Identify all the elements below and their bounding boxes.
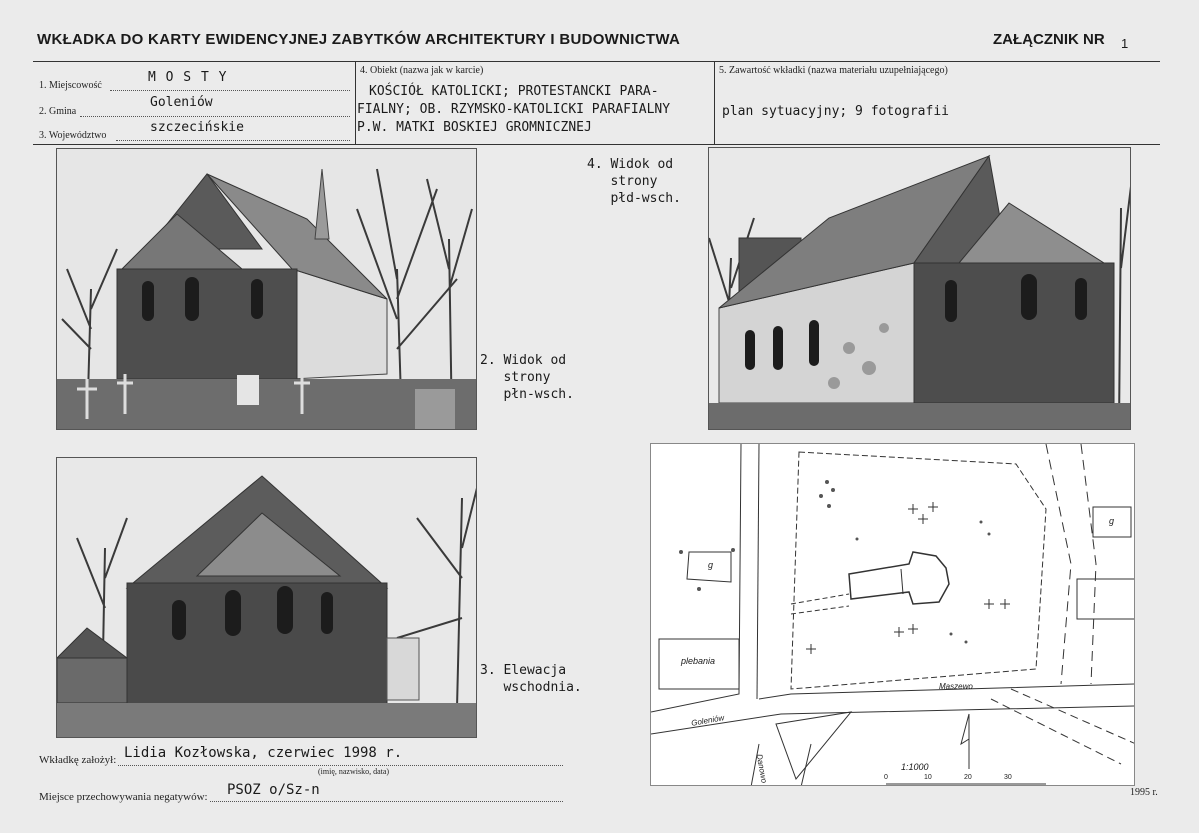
miejscowosc-value: M O S T Y [148,70,228,85]
map-label-g-left: g [708,560,714,570]
attachment-number: 1 [1121,36,1129,51]
form-divider-2 [714,61,715,144]
map-label-goleniow: Goleniów [690,713,725,728]
caption-photo-2: 2. Widok od strony płn-wsch. [480,353,574,402]
map-scale-label: 1:1000 [901,762,929,772]
card-title: WKŁADKA DO KARTY EWIDENCYJNEJ ZABYTKÓW ARCHITEKTURY I BUDOWNICTWA [37,31,681,48]
attachment-label: ZAŁĄCZNIK NR [993,31,1105,48]
wojewodztwo-dots [116,140,350,141]
zalozyl-value: Lidia Kozłowska, czerwiec 1998 r. [124,745,403,761]
obiekt-line-3: P.W. MATKI BOSKIEJ GROMNICZNEJ [357,120,592,135]
zawartosc-label: 5. Zawartość wkładki (nazwa materiału uzupełniającego) [719,65,948,76]
caption-photo-3: 3. Elewacja wschodnia. [480,663,582,695]
zalozyl-hint: (imię, nazwisko, data) [318,767,390,776]
obiekt-line-2: FIALNY; OB. RZYMSKO-KATOLICKI PARAFIALNY [357,102,671,117]
obiekt-label: 4. Obiekt (nazwa jak w karcie) [360,65,484,76]
photo-4-southeast-view [708,147,1131,430]
gmina-label: 2. Gmina [39,106,77,117]
miejscowosc-label: 1. Miejscowość [39,80,102,91]
miejsce-dots [210,801,563,802]
map-scale-tick-10: 10 [924,774,932,781]
wojewodztwo-value: szczecińskie [150,120,244,135]
gmina-dots [80,116,350,117]
photo-2-northeast-view [56,148,477,430]
miejscowosc-dots [110,90,350,91]
map-label-g-right: g [1109,516,1115,526]
zawartosc-value: plan sytuacyjny; 9 fotografii [722,104,949,119]
map-label-maszewo: Maszewo [939,682,973,691]
site-plan-map [650,443,1135,786]
form-top-rule [33,61,1160,62]
caption-photo-4: 4. Widok od strony płd-wsch. [587,157,681,206]
photo-3-east-elevation [56,457,477,738]
gmina-value: Goleniów [150,95,213,110]
map-label-plebania: plebania [681,656,716,666]
map-scale-tick-30: 30 [1004,774,1012,781]
obiekt-line-1: KOŚCIÓŁ KATOLICKI; PROTESTANCKI PARA- [369,84,659,99]
miejsce-value: PSOZ o/Sz-n [227,782,320,798]
form-divider-1 [355,61,356,144]
map-scale-tick-0: 0 [884,774,888,781]
wojewodztwo-label: 3. Województwo [39,130,107,141]
map-label-danowo: Danowo [754,753,769,784]
footer-year: 1995 r. [1130,787,1158,798]
miejsce-label: Miejsce przechowywania negatywów: [39,791,208,803]
map-scale-tick-20: 20 [964,774,972,781]
zalozyl-dots [118,765,563,766]
form-bottom-rule [33,144,1160,145]
zalozyl-label: Wkładkę założył: [39,754,117,766]
